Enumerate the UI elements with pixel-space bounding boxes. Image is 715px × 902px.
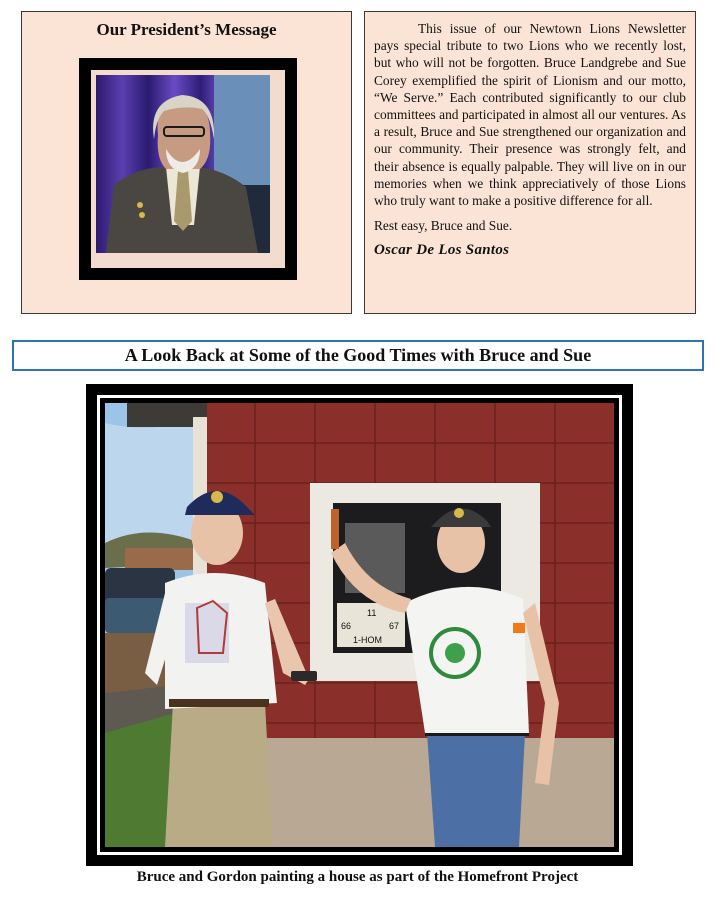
homefront-photo-frame bbox=[86, 384, 633, 866]
bruce-cap-emblem bbox=[211, 491, 223, 503]
window-sign-right-number: 67 bbox=[389, 621, 400, 631]
window-sign-line3: 1-HOM bbox=[353, 635, 382, 645]
president-message-box bbox=[21, 11, 352, 314]
message-paragraph: This issue of our Newtown Lions Newsletter pays special tribute to two Lions who we recently lost, but who will not be forgotten. Bruce Landgrebe and Sue Corey exemplified the spirit of Lionism and our motto, “We Serve.” Each contributed significantly to our club committees and participated in almost all our ventures. As a result, Bruce and Sue strengthened our organization and our community. Their presence was strongly felt, and their absence is equally palpable. They will live on in our memories when we think appreciatively of those Lions who truly want to make a positive difference for all. bbox=[374, 21, 686, 209]
gordon-jeans bbox=[427, 733, 525, 847]
window-sign-line1: 11 bbox=[367, 608, 377, 618]
president-photo bbox=[96, 75, 270, 253]
message-signature: Oscar De Los Santos bbox=[374, 242, 510, 259]
gordon-shirt bbox=[405, 587, 529, 733]
bruce-belt bbox=[169, 699, 269, 707]
photo-caption: Bruce and Gordon painting a house as part of the Homefront Project bbox=[136, 869, 579, 885]
message-closing: Rest easy, Bruce and Sue. bbox=[374, 218, 513, 234]
homefront-photo bbox=[105, 403, 614, 847]
message-text-box bbox=[364, 11, 696, 314]
neighbor-roof bbox=[125, 548, 195, 570]
section-banner: A Look Back at Some of the Good Times with Bruce and Sue bbox=[12, 340, 704, 371]
paint-brush bbox=[331, 509, 339, 549]
president-photo-frame bbox=[79, 58, 297, 280]
bruce-pants bbox=[165, 703, 273, 847]
window-sign-left-number: 66 bbox=[341, 621, 352, 631]
president-message-title: Our President’s Message bbox=[96, 20, 277, 39]
paint-scraper bbox=[291, 671, 317, 681]
